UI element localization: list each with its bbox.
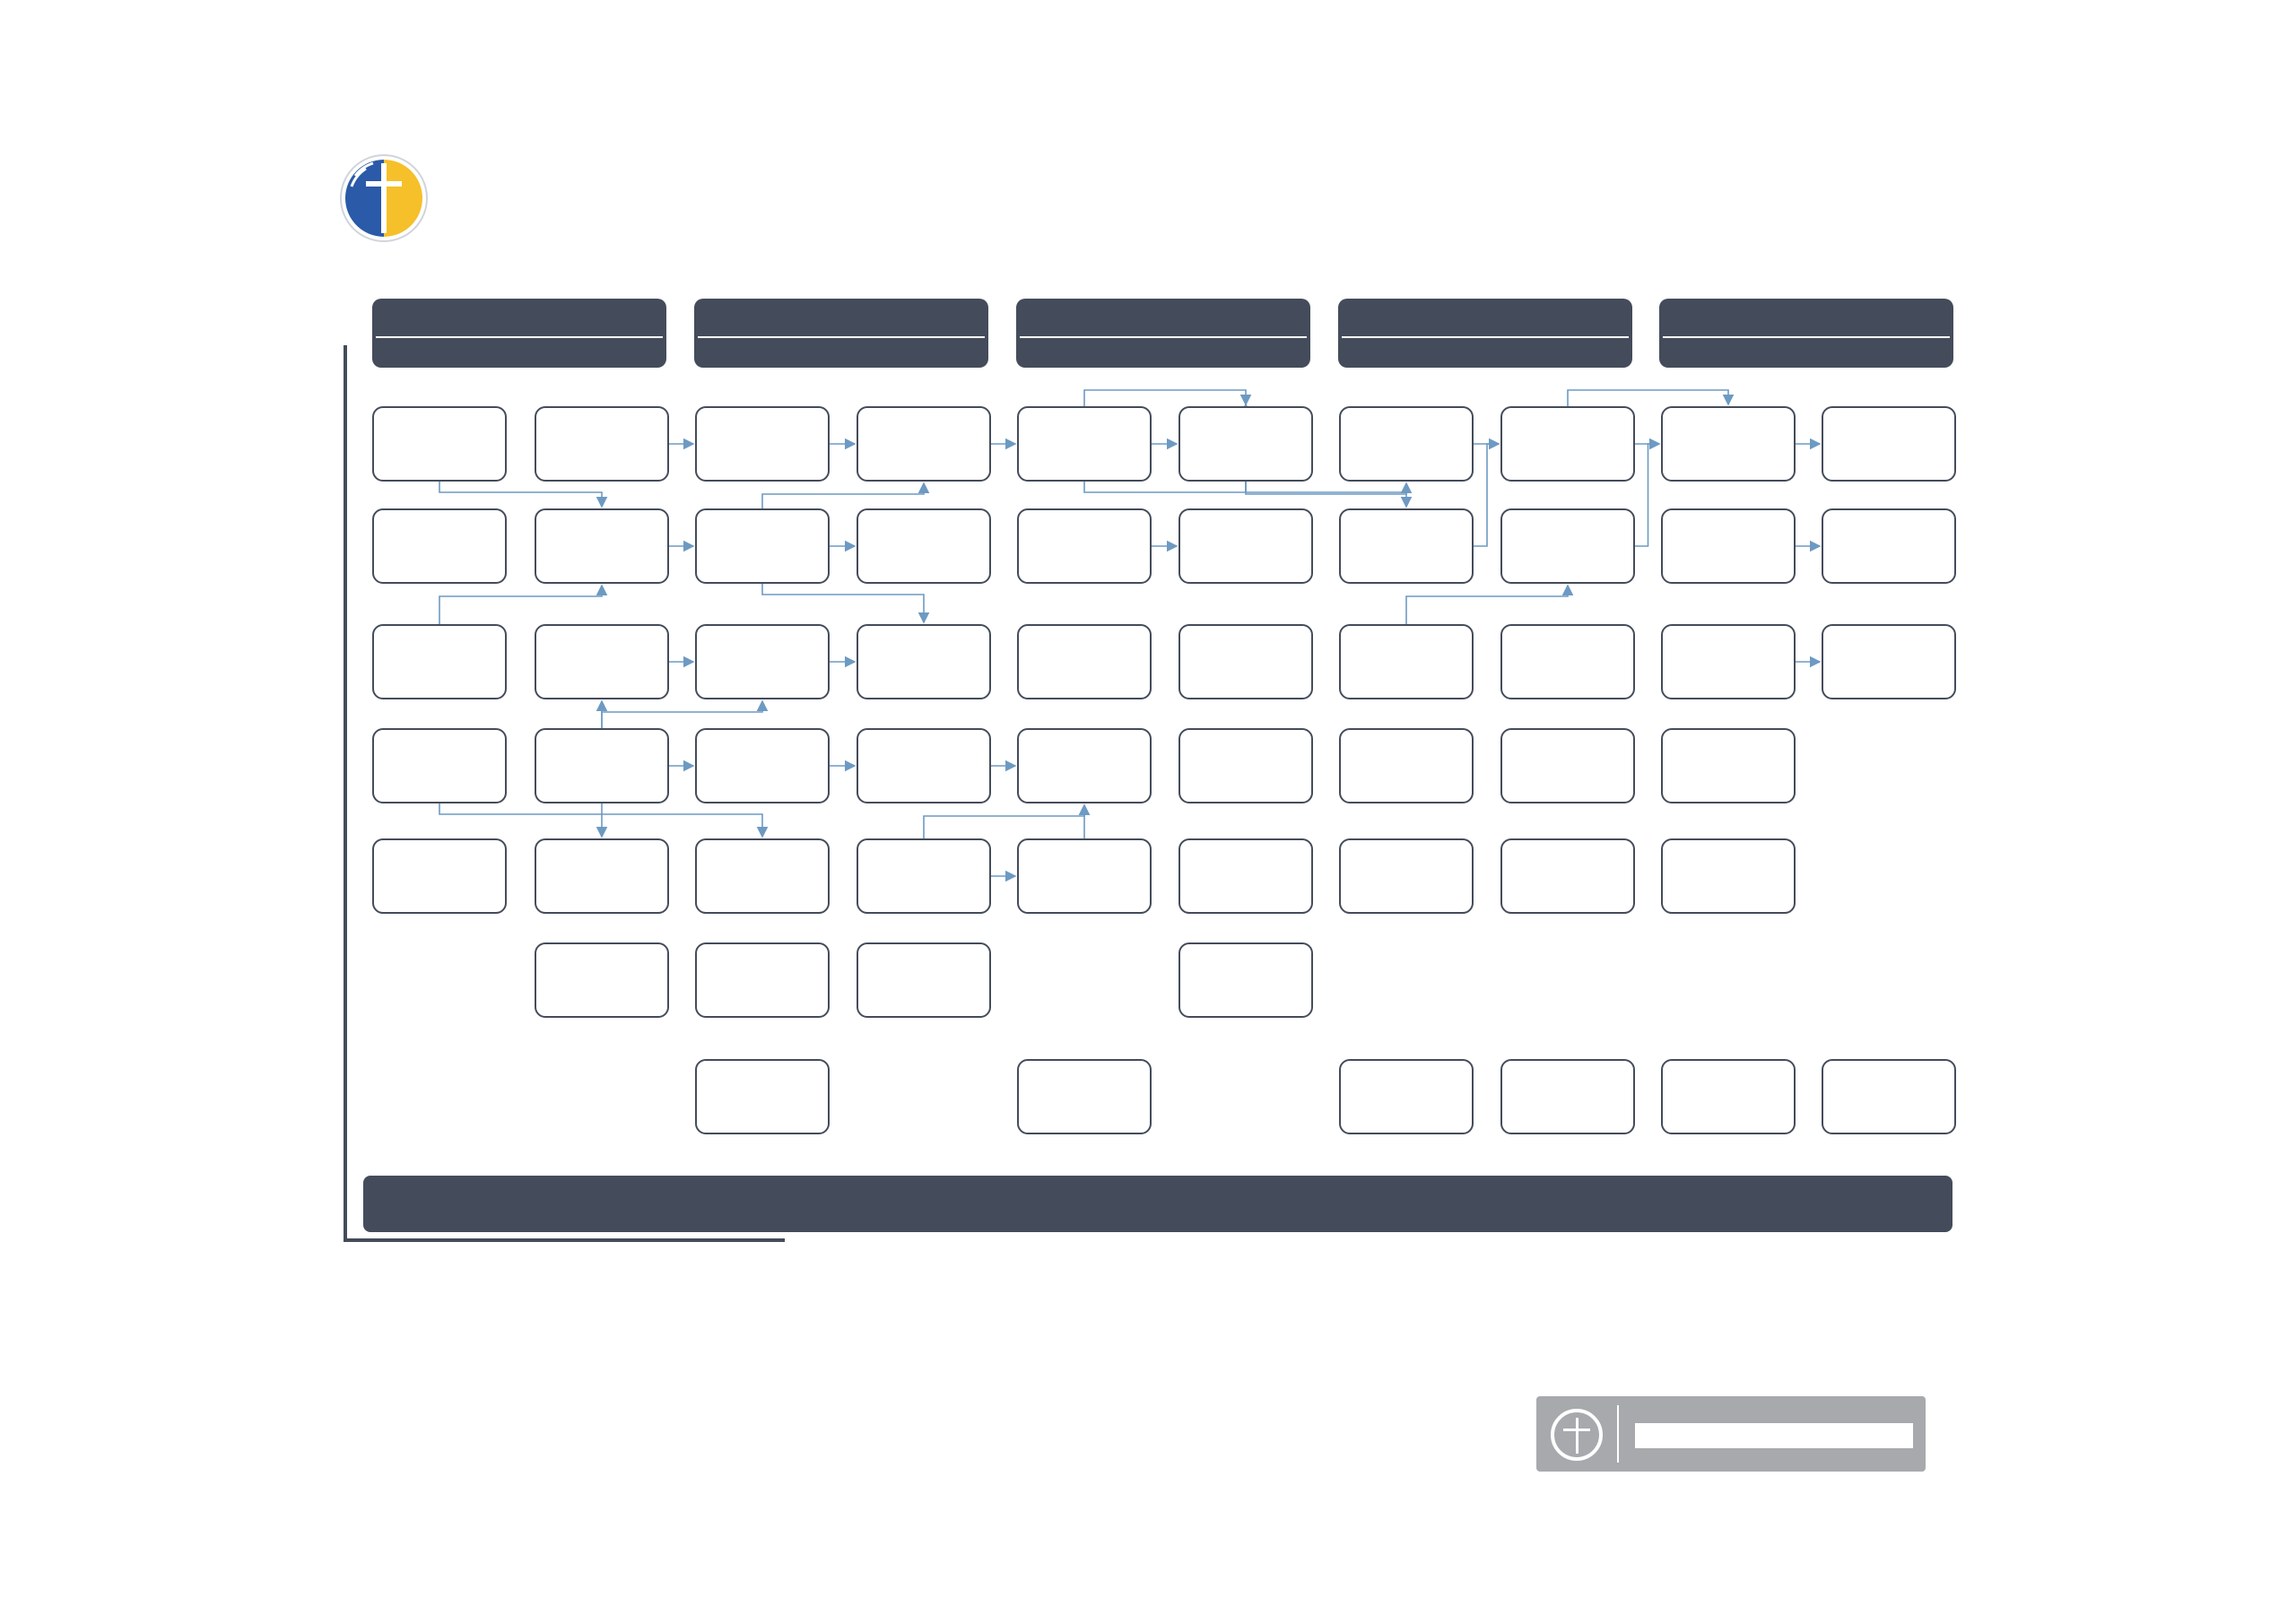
course-box (535, 406, 669, 482)
note-line (344, 1373, 366, 1386)
course-box (1500, 624, 1635, 699)
course-name (1183, 948, 1309, 991)
course-name (377, 412, 502, 455)
course-name (539, 630, 665, 673)
course-box (1661, 1059, 1796, 1134)
course-name (377, 844, 502, 887)
course-name (700, 630, 825, 673)
course-box (857, 838, 991, 914)
course-box (1339, 1059, 1474, 1134)
course-name (1665, 844, 1791, 887)
course-name (700, 514, 825, 557)
course-name (539, 412, 665, 455)
prerequisite-arrow (762, 584, 924, 622)
course-box (1178, 838, 1313, 914)
notes-left (344, 1255, 366, 1412)
course-box (372, 624, 507, 699)
course-name (700, 844, 825, 887)
course-name (861, 844, 987, 887)
course-box (857, 508, 991, 584)
course-name (539, 734, 665, 777)
course-box (1822, 1059, 1956, 1134)
course-box (695, 1059, 830, 1134)
course-box (535, 728, 669, 803)
note-line (344, 1281, 366, 1294)
course-name (1665, 1064, 1791, 1107)
course-box (695, 728, 830, 803)
course-name (1344, 734, 1469, 777)
course-box (1017, 508, 1152, 584)
course-name (700, 734, 825, 777)
course-name (1505, 412, 1631, 455)
course-box (695, 624, 830, 699)
course-name (1344, 844, 1469, 887)
note-line (783, 1307, 804, 1321)
course-box (1339, 624, 1474, 699)
course-name (1505, 734, 1631, 777)
course-name (377, 734, 502, 777)
note-line (783, 1255, 804, 1268)
course-box (1339, 728, 1474, 803)
course-box (535, 838, 669, 914)
course-box (695, 838, 830, 914)
course-name (861, 412, 987, 455)
course-name (1183, 412, 1309, 455)
course-name (539, 844, 665, 887)
note-line (783, 1321, 804, 1334)
course-name (1505, 844, 1631, 887)
course-box (1017, 838, 1152, 914)
course-box (1339, 406, 1474, 482)
course-name (1344, 1064, 1469, 1107)
prerequisite-arrow (1635, 444, 1659, 546)
course-name (1344, 412, 1469, 455)
course-name (1505, 514, 1631, 557)
course-box (1339, 838, 1474, 914)
course-name (1183, 514, 1309, 557)
course-name (861, 948, 987, 991)
course-name (700, 412, 825, 455)
course-name (1505, 1064, 1631, 1107)
course-name (1183, 844, 1309, 887)
course-name (1022, 630, 1147, 673)
course-box (1500, 728, 1635, 803)
course-box (857, 942, 991, 1018)
course-box (1822, 624, 1956, 699)
course-box (1661, 838, 1796, 914)
course-box (1661, 406, 1796, 482)
course-name (1022, 412, 1147, 455)
note-line (783, 1268, 804, 1281)
course-name (1022, 844, 1147, 887)
course-box (1178, 508, 1313, 584)
course-name (377, 630, 502, 673)
course-box (1178, 942, 1313, 1018)
prerequisite-arrow (439, 482, 602, 507)
note-line (344, 1268, 366, 1281)
note-line (783, 1373, 804, 1386)
course-name (1022, 514, 1147, 557)
course-name (1826, 630, 1952, 673)
note-line (783, 1333, 804, 1347)
course-box (695, 508, 830, 584)
note-line (344, 1386, 366, 1400)
course-name (1505, 630, 1631, 673)
course-box (1017, 624, 1152, 699)
course-name (1826, 412, 1952, 455)
course-box (1178, 624, 1313, 699)
notes-right (783, 1255, 804, 1400)
prerequisite-arrow (439, 586, 602, 624)
course-box (372, 728, 507, 803)
prerequisite-arrow (1474, 444, 1499, 546)
note-line (344, 1307, 366, 1321)
course-box (1178, 406, 1313, 482)
course-name (539, 514, 665, 557)
note-line (783, 1281, 804, 1294)
course-box (857, 728, 991, 803)
course-name (1022, 1064, 1147, 1107)
course-box (695, 406, 830, 482)
course-name (1665, 734, 1791, 777)
course-box (372, 508, 507, 584)
course-name (861, 630, 987, 673)
ddc-emblem-icon (1551, 1409, 1603, 1461)
course-box (1500, 1059, 1635, 1134)
prerequisite-arrow (439, 803, 602, 837)
course-box (1017, 728, 1152, 803)
prerequisite-arrow (1568, 390, 1728, 406)
note-line (344, 1333, 366, 1347)
course-name (1826, 1064, 1952, 1107)
ddc-badge (1536, 1396, 1926, 1472)
note-line (344, 1321, 366, 1334)
note-line (344, 1255, 366, 1268)
course-name (1665, 514, 1791, 557)
course-name (1665, 412, 1791, 455)
course-box (1822, 508, 1956, 584)
course-box (535, 942, 669, 1018)
prerequisite-arrow (1406, 586, 1568, 624)
course-box (372, 406, 507, 482)
course-box (372, 838, 507, 914)
ddc-code (1635, 1423, 1913, 1448)
course-box (857, 624, 991, 699)
course-name (1022, 734, 1147, 777)
prerequisite-arrow (602, 701, 762, 728)
course-name (861, 734, 987, 777)
course-box (535, 624, 669, 699)
credits-bar (363, 1176, 1952, 1232)
course-box (857, 406, 991, 482)
course-box (695, 942, 830, 1018)
course-name (1665, 630, 1791, 673)
course-box (535, 508, 669, 584)
course-box (1178, 728, 1313, 803)
note-line (783, 1386, 804, 1400)
note-line (344, 1294, 366, 1307)
course-name (700, 948, 825, 991)
note-line (344, 1347, 366, 1360)
course-name (1826, 514, 1952, 557)
course-name (1344, 630, 1469, 673)
prerequisite-arrow (602, 803, 762, 837)
note-line (783, 1347, 804, 1360)
prerequisite-arrow (1084, 390, 1246, 406)
course-box (1822, 406, 1956, 482)
course-box (1661, 508, 1796, 584)
course-box (1500, 838, 1635, 914)
course-box (1661, 624, 1796, 699)
course-name (1344, 514, 1469, 557)
course-box (1017, 406, 1152, 482)
ddc-divider (1617, 1405, 1619, 1463)
course-name (539, 948, 665, 991)
course-name (1183, 630, 1309, 673)
prerequisite-arrow (924, 805, 1084, 838)
note-line (344, 1400, 366, 1413)
note-line (783, 1294, 804, 1307)
course-box (1017, 1059, 1152, 1134)
note-line (344, 1360, 366, 1374)
course-box (1661, 728, 1796, 803)
course-box (1339, 508, 1474, 584)
prerequisite-arrow (762, 483, 924, 508)
course-name (700, 1064, 825, 1107)
note-line (783, 1360, 804, 1374)
course-box (1500, 406, 1635, 482)
course-box (1500, 508, 1635, 584)
course-name (1183, 734, 1309, 777)
course-name (377, 514, 502, 557)
course-name (861, 514, 987, 557)
